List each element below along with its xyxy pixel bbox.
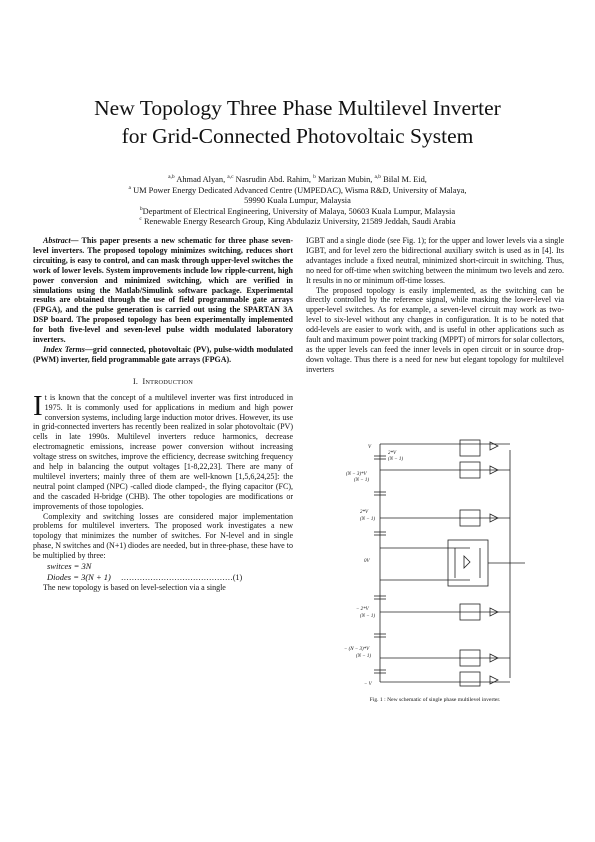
affiliation-b	[40, 207, 555, 218]
figure-1-schematic	[344, 440, 530, 690]
right-column	[306, 236, 564, 375]
aff-text: Renewable Energy Research Group, King Abdulaziz University, 21589 Jeddah, Saudi Arabia	[141, 217, 456, 227]
index-terms	[33, 345, 293, 365]
author-name: Bilal M. Eid,	[381, 175, 427, 184]
abstract	[33, 236, 293, 345]
right-paragraph-2: The proposed topology is easily implemented, as the switching can be directly controlled by the reference signal, while masking the lower-level via upper-level switches. As for example, a seven-level circuit may work as two-level to six-level without any changes in configuration. It is to be noted that odd-levels are easier to work with, and is useful in other applications such as fault and maximum power point tracking (MPPT) of mirrors for solar collectors, as the upper levels can feed the inner levels in open circuit or in source drop-down voltage. Thus there is a need for new but elegant topology for multilevel inverters	[306, 285, 564, 374]
intro-paragraph-2: Complexity and switching losses are considered major implementation problems for multilevel inverters. The proposed work investigates a new topology that minimizes the number of switches. For N-level and in single phase, N switches and (N+1) diodes are needed, but in three-phase, these have to be multiplied by three:	[33, 511, 293, 561]
author-sup: b	[313, 174, 316, 181]
affiliation-a-line2: 59990 Kuala Lumpur, Malaysia	[244, 196, 351, 206]
aff-sup: c	[139, 216, 142, 223]
abstract-text: This paper presents a new schematic for three phase seven-level inverters. The proposed topology minimizes switching, reduces short circuiting, is easy to control, and can mask through upper-level switches the work of lower levels. System improvements include low ripple-current, high power conversion and minimized switching, which are verified in simulations using the Matlab/Simulink software package. Experimental results are obtained through the use of field programmable gate arrays (FPGA), and the pulse generation is carried out using the SPARTAN 3A DSP board. The proposed topology has been experimentally implemented for both five-level and seven-level pulse width modulated laboratory inverters.	[33, 236, 293, 345]
intro-p1-text: t is known that the concept of a multilevel inverter was first introduced in 1975. It is commonly used for applications in medium and high power conversion systems, including large induction motor drives. However, its use in grid-connected inverters has recently been realized in solar photovoltaic (PV) cells in late 1990s. Multilevel inverters reduce harmonics, decrease electromagnetic emissions, increase power conversion without increasing voltage stress on switches, improve the efficiency, decrease switching frequency and help in balancing the output voltages [1-8,22,23]. There are many of multilevel inverters; mainly three of them are well-known [1,5,6,24,25]: the neutral point clamped (NPC) -called diode clamped-, the flying capacitor (FC), and the cascaded H-bridge (CHB). The other topologies are modifications or improvements of those topologies.	[33, 392, 293, 511]
label-negn3v: − (N − 3)*V	[344, 647, 370, 652]
drop-cap: I	[33, 389, 43, 422]
section-number: I.	[132, 376, 139, 386]
aff-sup: b	[139, 205, 143, 212]
label-2v-mid: 2*V	[360, 510, 369, 515]
aff-sup: a	[128, 184, 131, 191]
index-terms-label: Index Terms	[43, 344, 85, 354]
abstract-label: Abstract—	[43, 236, 79, 245]
left-column	[33, 236, 293, 593]
label-vdc: V	[368, 445, 372, 450]
label-n1c: (N − 1)	[360, 517, 376, 522]
section-title-rest: NTRODUCTION	[145, 378, 194, 386]
author-block	[40, 175, 555, 228]
section-heading-introduction	[33, 377, 293, 388]
affiliation-c	[40, 217, 555, 228]
equation-switches: switces = 3N	[47, 561, 92, 572]
label-0v: 0V	[364, 559, 370, 564]
right-paragraph-1: IGBT and a single diode (see Fig. 1); for the upper and lower levels via a single IGBT, and for level zero the bidirectional auxiliary switch is used as in [4]. Its advantages include a fixed neutral, minimized short-circuit in switching. Thus, no need for off-time when switching between the minimum two levels and zero. It results in no or minimum off-time losses.	[306, 236, 564, 285]
author-name: Marizan Mubin,	[315, 175, 375, 184]
intro-paragraph-1	[33, 389, 293, 512]
section-title-first: I	[142, 376, 146, 386]
title-line-2: for Grid-Connected Photovoltaic System	[121, 124, 474, 148]
aff-text: Department of Electrical Engineering, University of Malaya, 50603 Kuala Lumpur, Malaysia	[142, 206, 456, 216]
author-name: Nasrudin Abd. Rahim,	[233, 175, 314, 184]
label-neg2v: − 2*V	[356, 607, 369, 612]
author-name: Ahmad Alyan,	[174, 175, 228, 184]
figure-1-caption: Fig. 1 : New schematic of single phase multilevel inverter.	[369, 697, 501, 703]
affiliation-a	[40, 186, 555, 197]
label-negv: − V	[364, 682, 372, 687]
label-n1b: (N − 1)	[354, 478, 370, 483]
aff-text: UM Power Energy Dedicated Advanced Centre (UMPEDAC), Wisma R&D, University of Malaya,	[131, 185, 467, 195]
intro-paragraph-3: The new topology is based on level-selection via a single	[43, 583, 226, 593]
label-n1: (N − 1)	[388, 457, 404, 462]
label-n1e: (N − 1)	[356, 654, 372, 659]
index-terms-text: —grid connected, photovoltaic (PV), pulse-width modulated (PWM) inverter, field programmable gate arrays (FPGA).	[33, 344, 293, 364]
title-line-1: New Topology Three Phase Multilevel Inverter	[94, 96, 501, 120]
author-sup: a,b	[374, 174, 382, 181]
equation-number: ……………………………………(1)	[120, 573, 243, 583]
paper-title	[40, 94, 555, 150]
label-2v: 2*V	[388, 451, 397, 456]
equation-diodes-text: Diodes = 3(N + 1)	[47, 572, 111, 583]
equation-diodes	[47, 572, 293, 583]
label-n3v: (N − 3)*V	[346, 472, 367, 477]
author-sup: a,b	[168, 174, 175, 181]
label-n1d: (N − 1)	[360, 614, 376, 619]
author-sup: a,c	[227, 174, 234, 181]
author-names	[40, 175, 555, 186]
